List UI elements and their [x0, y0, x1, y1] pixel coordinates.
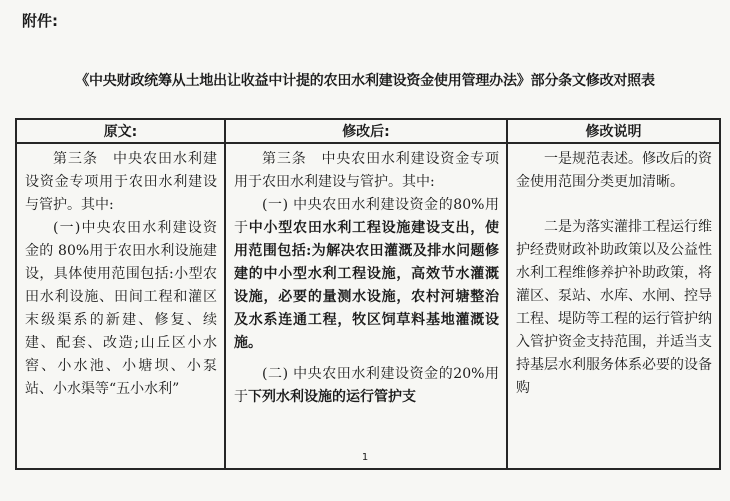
table-row: [16, 143, 720, 469]
revised-paragraph-3-lead: (二) 中央农田水利建设资金的20%用于: [234, 366, 499, 405]
original-paragraph-2: (一)中央农田水利建设资金的 80%用于农田水利设施建设，具体使用范围包括:小型农田水利设施、田间工程和灌区末级渠系的新建、修复、续建、配套、改造;山丘区小水窖、小水池、小塘坝、小泵站、小水渠等“五小水利”: [25, 220, 217, 397]
revised-paragraph-1: 第三条 中央农田水利建设资金专项用于农田水利建设与管护。其中:: [234, 151, 499, 190]
explanation-paragraph-2: 二是为落实灌排工程运行维护经费财政补助政策以及公益性水利工程维修养护补助政策，将灌区、泵站、水库、水闸、控导工程、堤防等工程的运行管护纳入管护资金支持范围，并适当支持基层水利服务体系必要的设备购: [516, 219, 712, 396]
table-header-row: [16, 119, 720, 143]
revised-paragraph-3: [234, 363, 499, 409]
revised-paragraph-3-emphasis: 下列水利设施的运行管护支: [248, 389, 416, 405]
header-revised: 修改后:: [225, 119, 507, 143]
comparison-table: [15, 118, 721, 470]
revised-paragraph-2: [234, 194, 499, 355]
document-title: 《中央财政统筹从土地出让收益中计提的农田水利建设资金使用管理办法》部分条文修改对照表: [75, 73, 655, 89]
explanation-text-cell: [507, 143, 720, 469]
original-text-cell: [16, 143, 225, 469]
attachment-label: 附件:: [22, 12, 58, 30]
header-explanation: 修改说明: [507, 119, 720, 143]
revised-paragraph-2-emphasis: 中小型农田水利工程设施建设支出，使用范围包括:为解决农田灌溉及排水问题修建的中小型水利工程设施，高效节水灌溉设施，必要的量测水设施，农村河塘整治及水系连通工程，牧区饲草料基地灌溉设施。: [234, 220, 499, 351]
header-original: 原文:: [16, 119, 225, 143]
explanation-paragraph-1: 一是规范表述。修改后的资金使用范围分类更加清晰。: [516, 151, 712, 190]
page-number: 1: [361, 452, 369, 463]
original-paragraph-1: 第三条 中央农田水利建设资金专项用于农田水利建设与管护。其中:: [25, 151, 217, 213]
revised-paragraph-2-lead: (一) 中央农田水利建设资金的80%用于: [234, 197, 499, 236]
revised-text-cell: [225, 143, 507, 469]
